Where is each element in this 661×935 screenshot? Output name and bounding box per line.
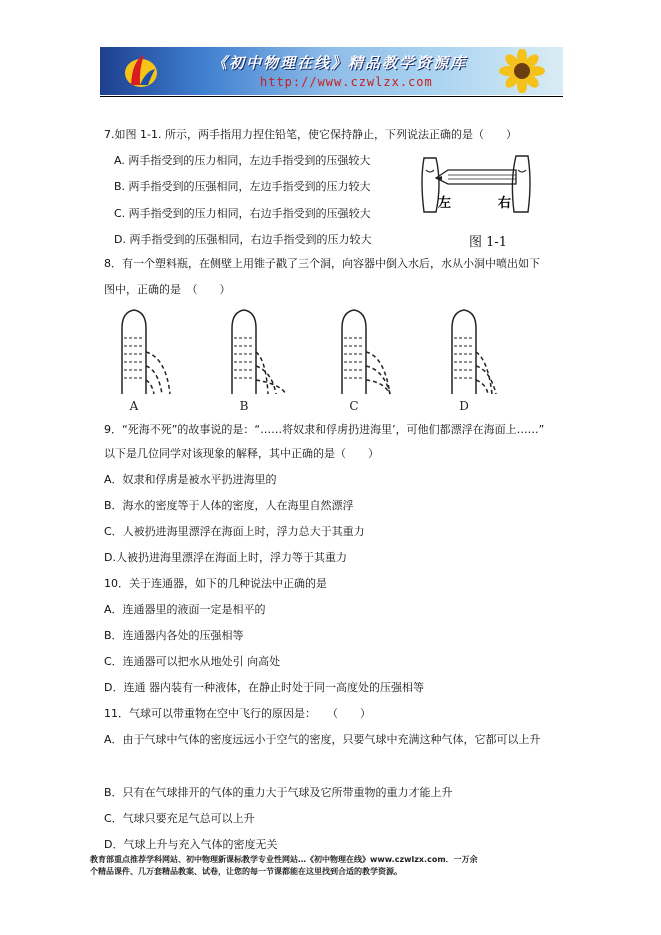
fig8-label-c: C bbox=[349, 399, 359, 413]
sunflower-image bbox=[489, 49, 555, 93]
q9-option-d: D.人被扔进海里漂浮在海面上时，浮力等于其重力 bbox=[104, 551, 347, 564]
q11-option-c: C．气球只要充足气总可以上升 bbox=[104, 812, 255, 825]
q9-option-b: B．海水的密度等于人体的密度，人在海里自然漂浮 bbox=[104, 499, 354, 512]
fig11-right-label: 右 bbox=[498, 196, 512, 211]
q10-option-c: C．连通器可以把水从地处引 向高处 bbox=[104, 655, 281, 668]
q9-option-c: C．人被扔进海里漂浮在海面上时，浮力总大于其重力 bbox=[104, 525, 365, 538]
q8-stem-line2: 图中，正确的是 （ ） bbox=[104, 283, 231, 296]
page-footer bbox=[90, 854, 590, 878]
q10-stem: 10．关于连通器，如下的几种说法中正确的是 bbox=[104, 577, 327, 590]
q7-option-c: C. 两手指受到的压力相同，右边手指受到的压强较大 bbox=[114, 207, 371, 220]
water-bottle-figure bbox=[106, 308, 522, 416]
q11-option-b: B．只有在气球排开的气体的重力大于气球及它所带重物的重力才能上升 bbox=[104, 786, 453, 799]
header-banner bbox=[100, 47, 563, 95]
fig8-label-d: D bbox=[459, 399, 469, 413]
header-divider bbox=[100, 96, 563, 97]
footer-line-1: 教育部重点推荐学科网站、初中物理新课标教学专业性网站…《初中物理在线》www.czwlzx.com．一万余 bbox=[90, 855, 478, 864]
q9-stem-line2: 以下是几位同学对该现象的解释，其中正确的是（ ） bbox=[104, 447, 379, 460]
q7-stem: 7.如图 1-1. 所示，两手指用力捏住铅笔，使它保持静止，下列说法正确的是（ ） bbox=[104, 128, 517, 141]
fig8-label-a: A bbox=[129, 399, 139, 413]
q7-option-a: A. 两手指受到的压力相同，左边手指受到的压强较大 bbox=[114, 154, 371, 167]
banner-title: 《初中物理在线》精品教学资源库 bbox=[212, 54, 468, 72]
fig11-left-label: 左 bbox=[438, 196, 452, 211]
q9-option-a: A．奴隶和俘虏是被水平扔进海里的 bbox=[104, 473, 277, 486]
site-logo bbox=[122, 51, 160, 91]
q7-option-b: B. 两手指受到的压强相同，左边手指受到的压力较大 bbox=[114, 180, 371, 193]
banner-url[interactable]: http://www.czwlzx.com bbox=[260, 75, 433, 89]
q7-option-d: D. 两手指受到的压强相同，右边手指受到的压力较大 bbox=[114, 233, 372, 246]
fig8-label-b: B bbox=[239, 399, 249, 413]
q10-option-b: B．连通器内各处的压强相等 bbox=[104, 629, 244, 642]
q11-stem: 11．气球可以带重物在空中飞行的原因是： （ ） bbox=[104, 707, 371, 720]
q10-option-a: A．连通器里的液面一定是相平的 bbox=[104, 603, 266, 616]
q10-option-d: D．连通 器内装有一种液体，在静止时处于同一高度处的压强相等 bbox=[104, 681, 424, 694]
q11-option-a: A．由于气球中气体的密度远远小于空气的密度，只要气球中充满这种气体，它都可以上升 bbox=[104, 733, 541, 746]
q9-stem-line1: 9．“死海不死”的故事说的是：“……将奴隶和俘虏扔进海里’，可他们都漂浮在海面上……” bbox=[104, 423, 545, 436]
footer-line-2: 个精品课件、几万套精品教案、试卷，让您的每一节课都能在这里找到合适的教学资源。 bbox=[90, 867, 402, 876]
q8-stem-line1: 8．有一个塑料瓶，在侧壁上用锥子戳了三个洞，向容器中倒入水后，水从小洞中喷出如下 bbox=[104, 257, 540, 270]
q11-option-d: D．气球上升与充入气体的密度无关 bbox=[104, 838, 278, 851]
fig11-caption: 图 1-1 bbox=[469, 235, 508, 250]
